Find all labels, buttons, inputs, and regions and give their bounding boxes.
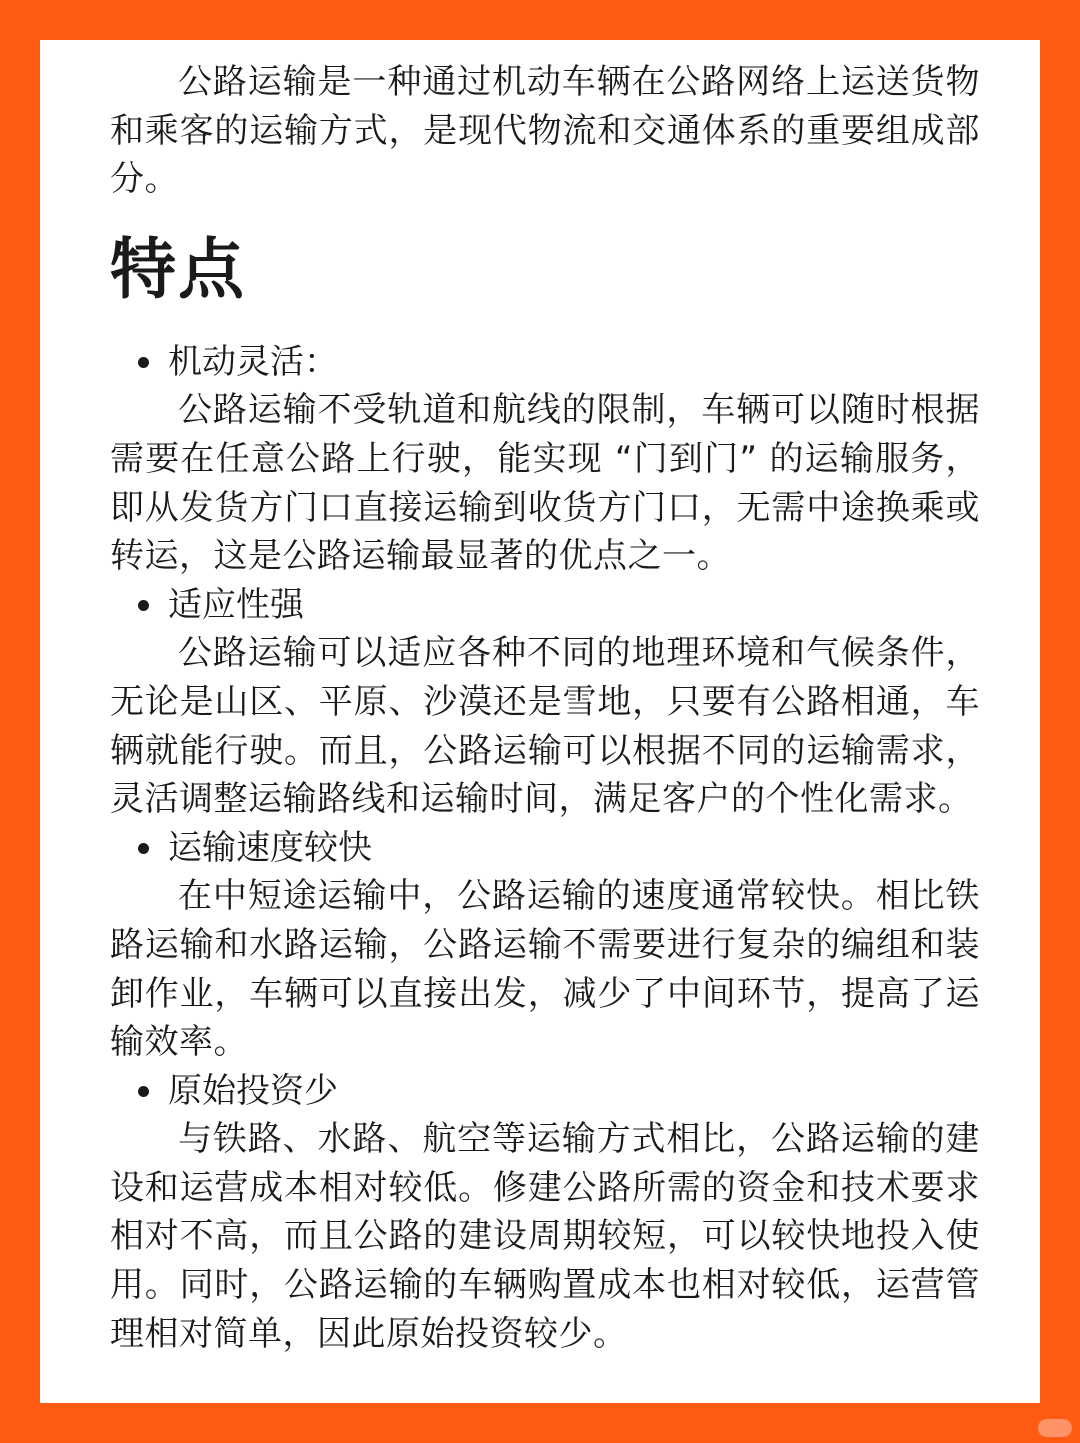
feature-title: 原始投资少 (110, 1067, 980, 1116)
feature-title: 机动灵活： (110, 338, 980, 387)
feature-item (110, 1067, 980, 1359)
feature-description: 公路运输不受轨道和航线的限制，车辆可以随时根据需要在任意公路上行驶，能实现 “门到门” 的运输服务，即从发货方门口直接运输到收货方门口，无需中途换乘或转运，这是公路运输最显著的优点之一。 (110, 390, 980, 577)
feature-description: 与铁路、水路、航空等运输方式相比，公路运输的建设和运营成本相对较低。修建公路所需的资金和技术要求相对不高，而且公路的建设周期较短，可以较快地投入使用。同时，公路运输的车辆购置成本也相对较低，运营管理相对简单，因此原始投资较少。 (110, 1119, 980, 1354)
intro-paragraph: 公路运输是一种通过机动车辆在公路网络上运送货物和乘客的运输方式，是现代物流和交通体系的重要组成部分。 (110, 62, 980, 200)
feature-description: 在中短途运输中，公路运输的速度通常较快。相比铁路运输和水路运输，公路运输不需要进行复杂的编组和装卸作业，车辆可以直接出发，减少了中间环节，提高了运输效率。 (110, 876, 980, 1063)
feature-title: 适应性强 (110, 581, 980, 630)
feature-item (110, 824, 980, 1067)
feature-item (110, 581, 980, 824)
content-card (40, 40, 1040, 1403)
section-heading: 特点 (110, 230, 246, 308)
feature-description: 公路运输可以适应各种不同的地理环境和气候条件，无论是山区、平原、沙漠还是雪地，只要有公路相通，车辆就能行驶。而且，公路运输可以根据不同的运输需求，灵活调整运输路线和运输时间，满足客户的个性化需求。 (110, 633, 980, 820)
watermark-logo (1038, 1419, 1072, 1437)
feature-title: 运输速度较快 (110, 824, 980, 873)
article-body (110, 58, 980, 1358)
bullet-icon (138, 1086, 149, 1097)
feature-item (110, 338, 980, 581)
bullet-icon (138, 357, 149, 368)
bullet-icon (138, 600, 149, 611)
bullet-icon (138, 843, 149, 854)
